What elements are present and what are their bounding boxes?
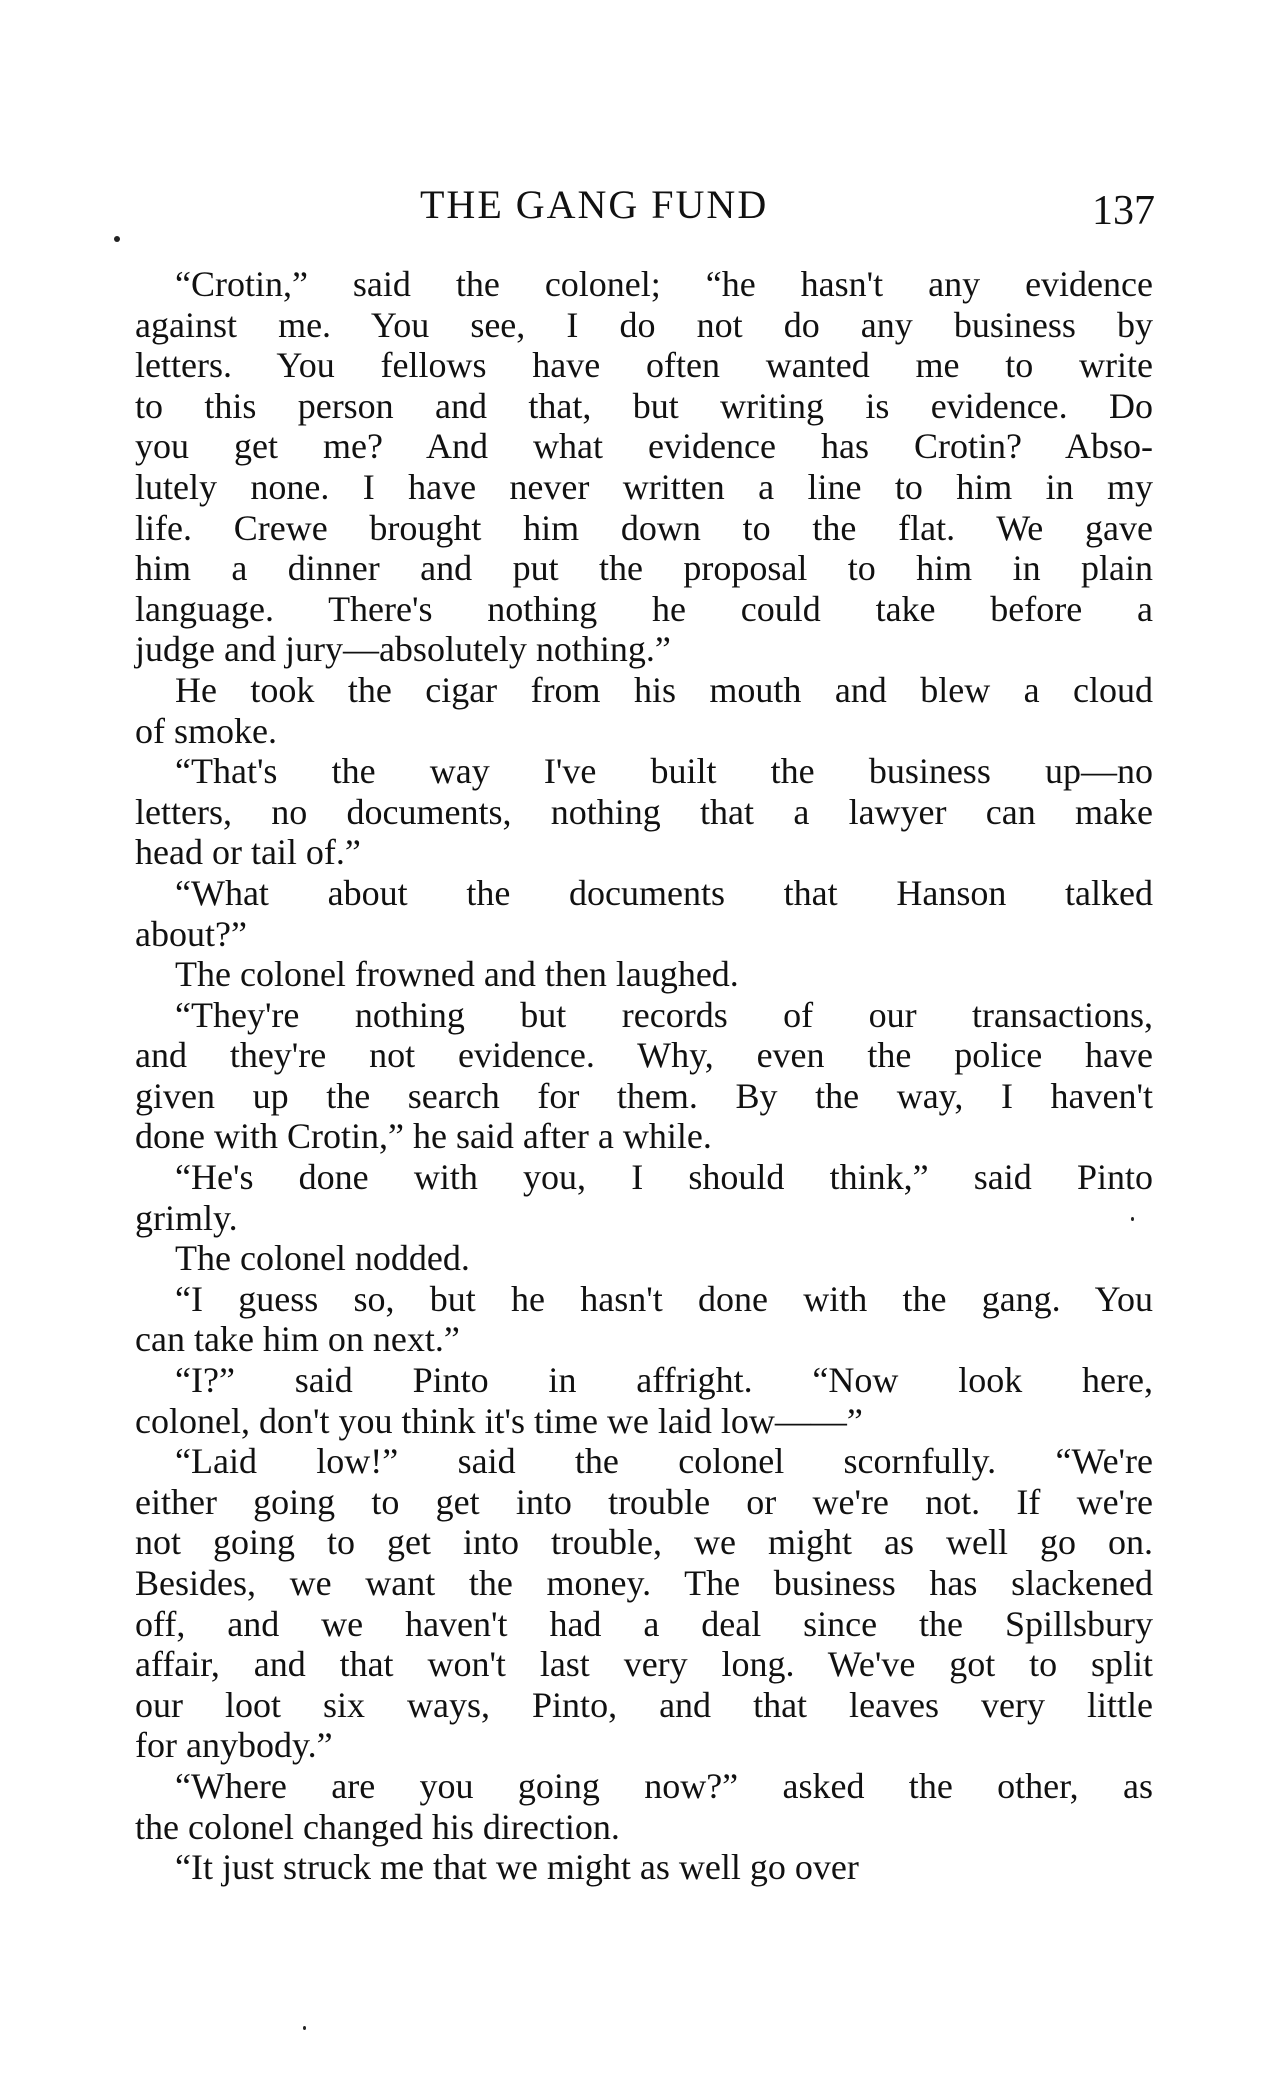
text-line: “Where are you going now?” asked the other, as <box>175 1765 1153 1806</box>
line-box <box>135 914 1153 955</box>
text-line: off, and we haven't had a deal since the Spillsbury <box>135 1603 1153 1644</box>
paragraph <box>135 751 1153 873</box>
line-box <box>135 1441 1153 1482</box>
line-box <box>135 1807 1153 1848</box>
line-box <box>135 1604 1153 1645</box>
line-box <box>135 264 1153 305</box>
text-line: either going to get into trouble or we're not. If we're <box>135 1481 1153 1522</box>
print-speck <box>114 236 120 242</box>
line-box <box>135 1644 1153 1685</box>
page-number: 137 <box>1092 188 1155 234</box>
paragraph <box>135 1238 1153 1279</box>
running-title: THE GANG FUND <box>420 182 769 227</box>
line-box <box>135 954 1153 995</box>
text-line: you get me? And what evidence has Crotin? Abso- <box>135 426 1153 467</box>
paragraph <box>135 1766 1153 1847</box>
line-box <box>135 467 1153 508</box>
line-box <box>135 1401 1153 1442</box>
line-box <box>135 1238 1153 1279</box>
line-box <box>135 589 1153 630</box>
line-box <box>135 345 1153 386</box>
text-line: “Laid low!” said the colonel scornfully. “We're <box>175 1441 1153 1482</box>
text-line: “I guess so, but he hasn't done with the gang. You <box>175 1278 1153 1319</box>
text-line: for anybody.” <box>135 1725 333 1766</box>
text-line: can take him on next.” <box>135 1319 460 1360</box>
text-line: He took the cigar from his mouth and blew a cloud <box>175 669 1153 710</box>
paragraph <box>135 1279 1153 1360</box>
text-line: him a dinner and put the proposal to him in plain <box>135 548 1153 589</box>
text-line: “It just struck me that we might as well go over <box>175 1847 859 1888</box>
text-line: the colonel changed his direction. <box>135 1806 620 1847</box>
line-box <box>135 1725 1153 1766</box>
line-box <box>135 1319 1153 1360</box>
page-header <box>135 182 1155 242</box>
paragraph <box>135 1441 1153 1766</box>
paragraph <box>135 264 1153 670</box>
line-box <box>135 995 1153 1036</box>
line-box <box>135 1563 1153 1604</box>
text-line: The colonel frowned and then laughed. <box>175 954 739 995</box>
text-line: grimly. <box>135 1197 238 1238</box>
text-line: “I?” said Pinto in affright. “Now look here, <box>175 1360 1153 1401</box>
line-box <box>135 1685 1153 1726</box>
text-line: life. Crewe brought him down to the flat. We gave <box>135 507 1153 548</box>
line-box <box>135 1116 1153 1157</box>
text-line: “They're nothing but records of our transactions, <box>175 994 1153 1035</box>
text-line: about?” <box>135 913 247 954</box>
line-box <box>135 1847 1153 1888</box>
text-line: letters. You fellows have often wanted me to write <box>135 345 1153 386</box>
text-line: language. There's nothing he could take before a <box>135 588 1153 629</box>
line-box <box>135 792 1153 833</box>
line-box <box>135 751 1153 792</box>
line-box <box>135 426 1153 467</box>
line-box <box>135 873 1153 914</box>
text-line: colonel, don't you think it's time we laid low——” <box>135 1400 863 1441</box>
line-box <box>135 1482 1153 1523</box>
line-box <box>135 629 1153 670</box>
text-line: letters, no documents, nothing that a lawyer can make <box>135 791 1153 832</box>
text-line: head or tail of.” <box>135 832 361 873</box>
print-speck <box>303 2026 306 2030</box>
line-box <box>135 832 1153 873</box>
paragraph <box>135 995 1153 1157</box>
text-line: “That's the way I've built the business up—no <box>175 751 1153 792</box>
text-line: “What about the documents that Hanson talked <box>175 872 1153 913</box>
line-box <box>135 1279 1153 1320</box>
line-box <box>135 548 1153 589</box>
line-box <box>135 305 1153 346</box>
text-line: lutely none. I have never written a line to him in my <box>135 466 1153 507</box>
paragraph <box>135 1157 1153 1238</box>
line-box <box>135 1766 1153 1807</box>
paragraph <box>135 1847 1153 1888</box>
line-box <box>135 1360 1153 1401</box>
text-line: not going to get into trouble, we might as well go on. <box>135 1522 1153 1563</box>
text-line: and they're not evidence. Why, even the police have <box>135 1035 1153 1076</box>
line-box <box>135 508 1153 549</box>
line-box <box>135 1157 1153 1198</box>
paragraph <box>135 873 1153 954</box>
text-line: “Crotin,” said the colonel; “he hasn't any evidence <box>175 264 1153 304</box>
text-line: affair, and that won't last very long. We've got to split <box>135 1644 1153 1685</box>
text-line: to this person and that, but writing is evidence. Do <box>135 385 1153 426</box>
line-box <box>135 670 1153 711</box>
line-box <box>135 386 1153 427</box>
line-box <box>135 711 1153 752</box>
text-line: “He's done with you, I should think,” said Pinto <box>175 1157 1153 1198</box>
text-line: of smoke. <box>135 710 277 751</box>
text-line: judge and jury—absolutely nothing.” <box>135 629 671 670</box>
text-line: The colonel nodded. <box>175 1238 470 1279</box>
line-box <box>135 1522 1153 1563</box>
text-line: done with Crotin,” he said after a while. <box>135 1116 712 1157</box>
text-line: Besides, we want the money. The business has slackened <box>135 1563 1153 1603</box>
line-box <box>135 1076 1153 1117</box>
text-line: given up the search for them. By the way, I haven't <box>135 1075 1153 1116</box>
line-box <box>135 1035 1153 1076</box>
line-box <box>135 1198 1153 1239</box>
body-text <box>135 264 1153 1888</box>
text-line: against me. You see, I do not do any business by <box>135 304 1153 345</box>
paragraph <box>135 1360 1153 1441</box>
paragraph <box>135 954 1153 995</box>
text-line: our loot six ways, Pinto, and that leaves very little <box>135 1684 1153 1725</box>
paragraph <box>135 670 1153 751</box>
